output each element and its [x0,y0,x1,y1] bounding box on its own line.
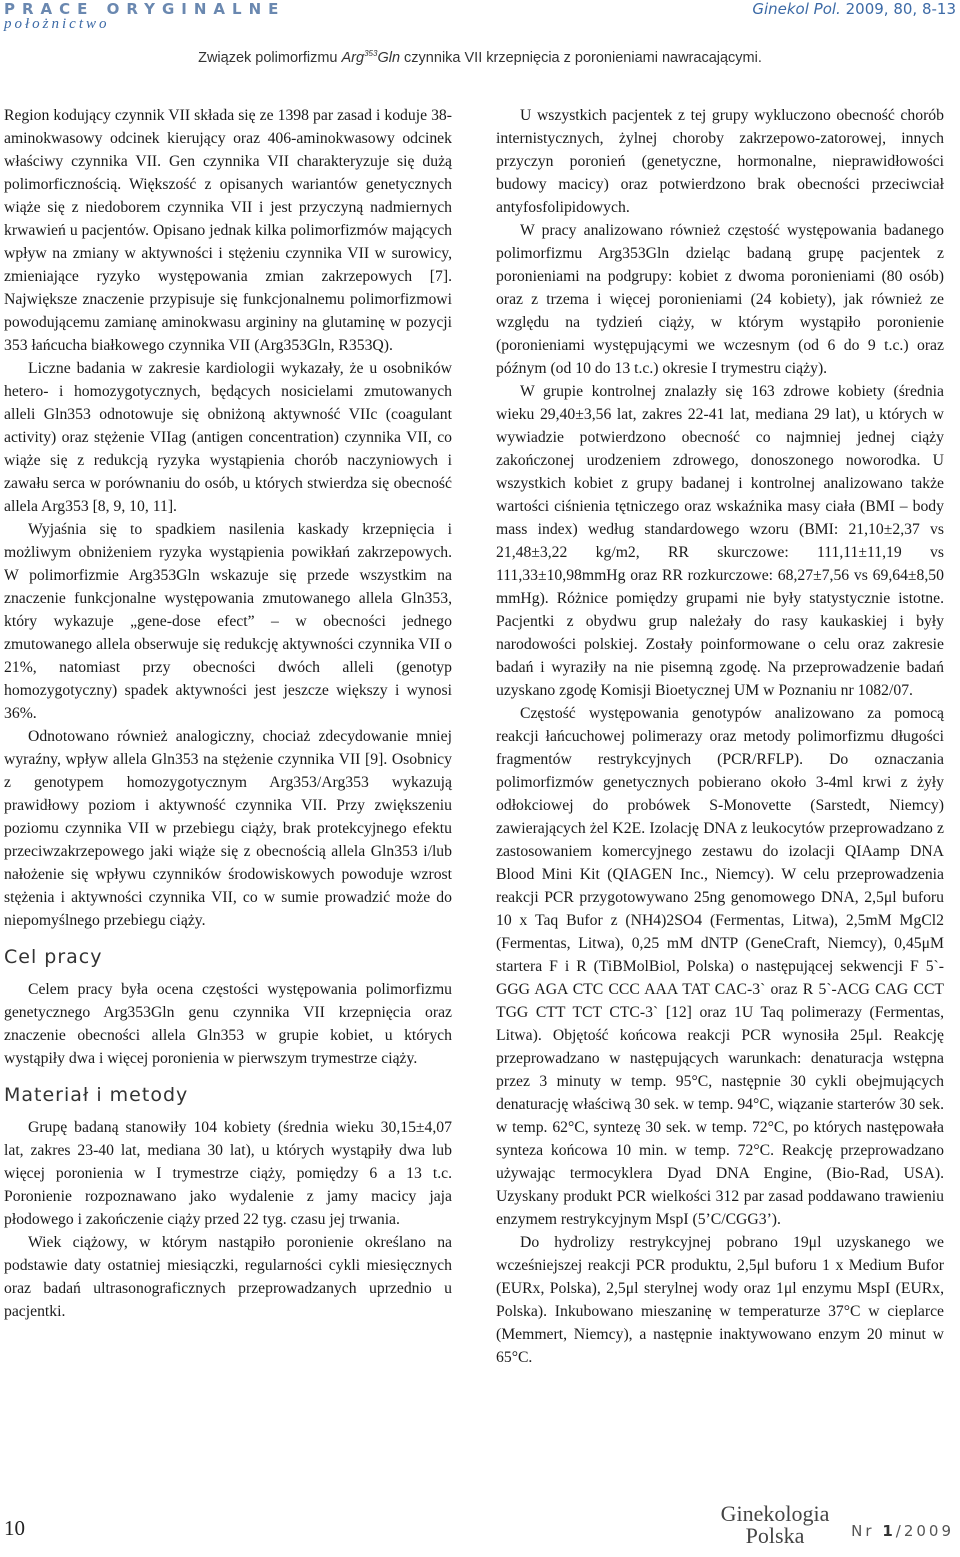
journal-logo [700,1503,850,1547]
logo-line-2: Polska [745,1523,805,1548]
paragraph: Region kodujący czynnik VII składa się ze 1398 par zasad i koduje 38-aminokwasowy odcinek kierujący oraz 406-aminokwasowy odcinek właściwy czynnika VII. Gen czynnika VII charakteryzuje się dużą polimorficznością. Większość z opisanych wariantów genetycznych wiąże się z niedoborem czynnika VII i jest przyczyną nadmiernych krwawień u pacjentów. Opisano jednak kilka polimorfizmów mających wpływ na zmiany w aktywności i stężeniu czynnika VII w surowicy, zmieniające ryzyko występowania zmian zakrzepowych [7]. Największe znaczenie przypisuje się funkcjonalnemu polimorfizmowi powodującemu zamianę aminokwasu argininy na glutaminę w pozycji 353 łańcucha białkowego czynnika VII (Arg353Gln, R353Q). [4,107,452,354]
paragraph: Grupę badaną stanowiły 104 kobiety (średnia wieku 30,15±4,07 lat, zakres 23-40 lat, mediana 30 lat), u których wystąpiły dwa lub więcej poronienia w I trymestrze ciąży, pomiędzy 6 a 13 t.c. Poronienie rozpoznawano jako wydalenie z jamy macicy jaja płodowego i zakończenie ciąży przed 22 tyg. czasu jej trwania. [4,1119,452,1228]
citation-details: 2009, 80, 8-13 [845,0,956,18]
paragraph: Wiek ciążowy, w którym nastąpiło poronienie określano na podstawie daty ostatniej miesiączki, regularności cykli miesięcznych oraz badań ultrasonograficznych przeprowadzanych uprzednio u pacjentki. [4,1234,452,1320]
running-title-after: czynnika VII krzepnięcia z poronieniami nawracającymi. [400,49,762,66]
running-title-gene: Arg [341,49,365,66]
paragraph: Wyjaśnia się to spadkiem nasilenia kaskady krzepnięcia i możliwym obniżeniem ryzyka wystąpienia powikłań zakrzepowych. W polimorfizmie Arg353Gln wskazuje się przede wszystkim na znaczenie funkcjonalne występowania zmutowanego allela Gln353, który wykazuje „gene-dose efect” – w obecności jednego zmutowanego allela obserwuje się redukcję aktywności czynnika VII o 21%, natomiast przy obecności dwóch alleli (genotyp homozygotyczny) spadek aktywności jest jeszcze większy i wynosi 36%. [4,521,452,722]
issue-label [851,1522,954,1540]
paragraph: Do hydrolizy restrykcyjnej pobrano 19μl uzyskanego we wcześniejszej reakcji PCR produktu, 2,5μl buforu 1 x Medium Bufor (EURx, Polska), 2,5μl sterylnej wody oraz 1μl enzymu MspI (EURx, Polska). Inkubowano mieszaninę w temperaturze 37°C w cieplarce (Memmert, Niemcy), a następnie inaktywowano enzym 20 minut w 65°C. [496,1234,944,1366]
paragraph: Odnotowano również analogiczny, chociaż zdecydowanie mniej wyraźny, wpływ allela Gln353 na stężenie czynnika VII [9]. Osobnicy z genotypem homozygotycznym Arg353/Arg353 wykazują prawidłowy poziom i aktywność czynnika VII. Przy zwiększeniu poziomu czynnika VII w przebiegu ciąży, brak protekcyjnego efektu przeciwzakrzepowego jaki wiąże się z obecnością allela Gln353 i/lub nałożenie się wpływu czynników środowiskowych powoduje wzrost stężenia i aktywności czynnika VII, co w sumie prowadzić może do niepomyślnego przebiegu ciąży. [4,728,452,929]
page-number: 10 [4,1516,25,1540]
paragraph: W pracy analizowano również częstość występowania badanego polimorfizmu Arg353Gln dzieląc badaną grupę pacjentek z poronieniami na podgrupy: kobiet z dwoma poronieniami (80 osób) oraz z trzema i więcej poronieniami (24 kobiety), jak również ze względu na tydzień ciąży, w którym wystąpiło poronienie (poronieniami występującymi we wczesnym (od 6 do 9 t.c.) oraz późnym (od 10 do 13 t.c.) okresie I trymestru ciąży). [496,222,944,377]
paragraph: W grupie kontrolnej znalazły się 163 zdrowe kobiety (średnia wieku 29,40±3,56 lat, zakres 22-41 lat, mediana 29 lat), u których w wywiadzie potwierdzono obecność co najmniej jednej ciąży zakończonej urodzeniem zdrowego, donoszonego noworodka. U wszystkich kobiet z grupy badanej i kontrolnej analizowano także wartości ciśnienia tętniczego oraz wskaźnika masy ciała (BMI – body mass index) według standardowego wzoru (BMI: 21,10±2,37 vs 21,48±3,22 kg/m2, RR skurczowe: 111,11±11,19 vs 111,33±10,98mmHg oraz RR rozkurczowe: 68,27±7,56 vs 69,64±8,50 mmHg). Różnice pomiędzy grupami nie były statystycznie istotne. Pacjentki z obydwu grup należały do rasy kaukaskiej i były narodowości polskiej. Zostały poinformowane o celu oraz zakresie badań i wyraziły na nie pisemną zgodę. Na przeprowadzenie badań uzyskano zgodę Komisji Bioetycznej UM w Poznaniu nr 1082/07. [496,383,944,699]
running-title [0,49,960,66]
issue-prefix: Nr [851,1522,883,1540]
journal-citation [752,0,956,18]
paragraph: Częstość występowania genotypów analizowano za pomocą reakcji łańcuchowej polimerazy oraz metody polimorfizmu długości fragmentów restrykcyjnych (PCR/RFLP). Do oznaczania polimorfizmów genetycznych pobierano około 3-4ml krwi z żyły odłokciowej do probówek S-Monovette (Sarstedt, Niemcy) zawierających żel K2E. Izolację DNA z leukocytów przeprowadzano z zastosowaniem komercyjnego zestawu do izolacji QIAamp DNA Blood Mini Kit (QIAGEN Inc., Niemcy). W celu przeprowadzenia reakcji PCR przygotowywano 25ng genomowego DNA, 2,5μl buforu 10 x Taq Bufor z (NH4)2SO4 (Fermentas, Litwa), 2,5mM MgCl2 (Fermentas, Litwa), 0,25 mM dNTP (GeneCraft, Niemcy), 0,45μM startera F i R (TiBMolBiol, Polska) o następującej sekwencji F 5`-GGG AGA CTC CCC AAA TAT CAC-3` oraz R 5`-ACG CAG CCT TGG CTT TCT CTC-3` [12] oraz 1U Taq polimerazy (Fermentas, Litwa). Objętość końcowa reakcji PCR wynosiła 25μl. Reakcję przeprowadzano w następujących warunkach: denaturacja wstępna przez 3 minuty w temp. 95°C, następnie 30 cykli obejmujących denaturację właściwą 30 sek. w temp. 94°C, wiązanie starterów 30 sek. w temp. 62°C, syntezę 30 sek. w temp. 72°C, po których następowała synteza końcowa 10 min. w temp. 72°C. Reakcję przeprowadzano używając termocyklera Dyad DNA Engine, (Bio-Rad, USA). Uzyskany produkt PCR wielkości 312 par zasad poddawano trawieniu enzymem restrykcyjnym MspI (5’C/CGG3’). [496,705,944,1228]
logo-line-1: Ginekologia [720,1501,830,1526]
section-heading-cel: Cel pracy [4,946,103,968]
paragraph: U wszystkich pacjentek z tej grupy wykluczono obecność chorób internistycznych, żylnej choroby zakrzepowo-zatorowej, innych przyczyn poronień (genetyczne, hormonalne, nieprawidłowości budowy macicy) oraz potwierdzono brak obecności przeciwciał antyfosfolipidowych. [496,107,944,216]
issue-number: 1 [882,1522,896,1540]
right-column [496,104,944,1369]
running-title-before: Związek polimorfizmu [198,49,342,66]
paragraph: Celem pracy była ocena częstości występowania polimorfizmu genetycznego Arg353Gln genu czynnika VII krzepnięcia oraz znaczenie obecności allela Gln353 w grupie kobiet, u których wystąpiły dwa i więcej poronienia w pierwszym trymestrze ciąży. [4,981,452,1067]
running-title-sup: 353 [364,49,378,58]
left-column [4,104,452,1323]
running-title-gene2: Gln [377,49,401,66]
section-heading-materials: Materiał i metody [4,1084,189,1106]
paragraph: Liczne badania w zakresie kardiologii wykazały, że u osobników hetero- i homozygotycznych, będących nosicielami zmutowanych alleli Gln353 odnotowuje się obniżoną aktywność VIIc (coagulant activity) oraz stężenie VIIag (antigen concentration) czynnika VII, co wiąże się z redukcją ryzyka wystąpienia chorób naczyniowych i zawału serca w porównaniu do osób, u których stwierdza się obecność allela Arg353 [8, 9, 10, 11]. [4,360,452,515]
subsection-label: położnictwo [4,16,110,32]
section-label: PRACE ORYGINALNE [4,0,286,18]
issue-year: /2009 [895,1522,954,1540]
journal-name: Ginekol Pol. [752,0,841,18]
